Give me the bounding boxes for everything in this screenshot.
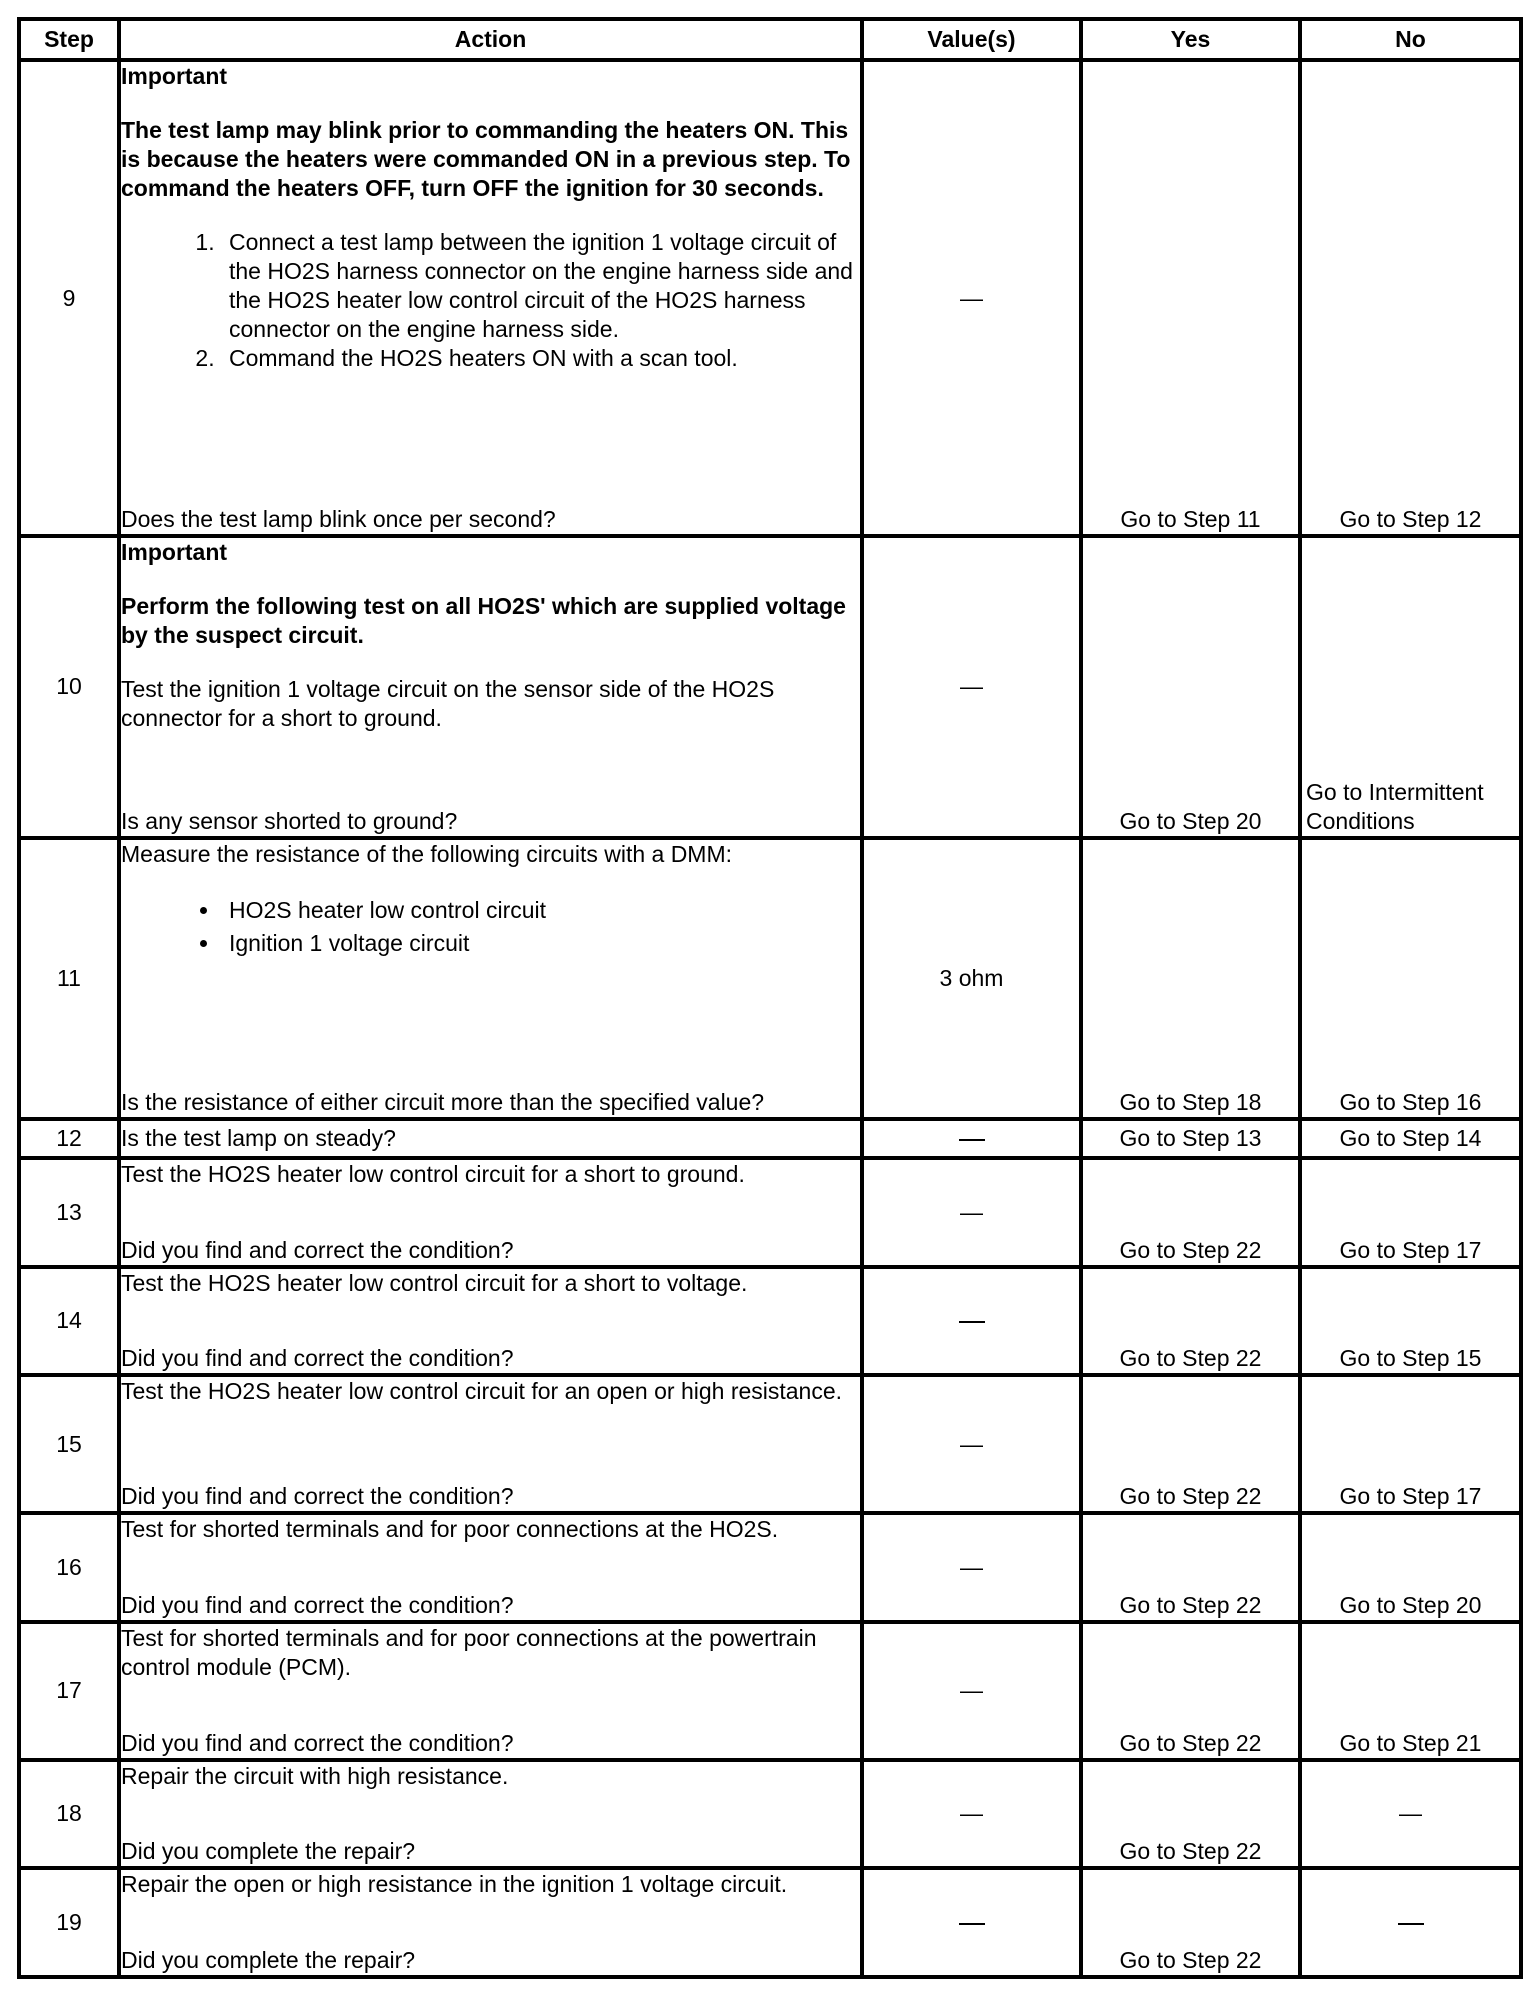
action-text: Measure the resistance of the following circuits with a DMM: — [121, 840, 733, 867]
step-number: 17 — [21, 1624, 117, 1758]
step-number: 16 — [21, 1515, 117, 1620]
value-cell: — — [864, 1762, 1079, 1867]
step-number: 10 — [21, 538, 117, 836]
action-cell — [121, 1515, 860, 1620]
action-text: Test the ignition 1 voltage circuit on the sensor side of the HO2S connector for a short to ground. — [121, 676, 775, 732]
dash-mark — [959, 1321, 985, 1323]
table-row — [21, 840, 1519, 1117]
circuit-item: • HO2S heater low control circuit — [221, 894, 860, 927]
value-cell: — — [864, 62, 1079, 534]
procedure-item: 2. Command the HO2S heaters ON with a scan tool. — [221, 344, 860, 373]
circuit-list — [121, 894, 860, 960]
step-number: 13 — [21, 1160, 117, 1265]
action-cell — [121, 1624, 860, 1758]
step-number: 9 — [21, 62, 117, 534]
action-cell — [121, 62, 860, 534]
question: Did you find and correct the condition? — [121, 1345, 514, 1372]
header-no: No — [1302, 21, 1519, 58]
action-cell — [121, 840, 860, 1117]
header-action: Action — [121, 21, 860, 58]
step-number: 12 — [21, 1121, 117, 1156]
question: Did you find and correct the condition? — [121, 1591, 514, 1618]
question: Is the resistance of either circuit more than the specified value? — [121, 1088, 765, 1115]
yes-cell: Go to Step 22 — [1083, 1377, 1298, 1511]
important-note: Perform the following test on all HO2S' which are supplied voltage by the suspect circuit. — [121, 593, 846, 649]
table-row — [21, 538, 1519, 836]
table-row — [21, 1269, 1519, 1374]
no-cell: — — [1302, 1762, 1519, 1867]
no-cell — [1302, 1870, 1519, 1975]
action-cell — [121, 538, 860, 836]
table-row — [21, 1870, 1519, 1975]
yes-cell: Go to Step 22 — [1083, 1160, 1298, 1265]
step-number: 18 — [21, 1762, 117, 1867]
value-cell — [864, 1121, 1079, 1156]
diagnostic-table — [17, 17, 1523, 1979]
question: Does the test lamp blink once per second? — [121, 506, 556, 533]
yes-cell: Go to Step 18 — [1083, 840, 1298, 1117]
action-text: Test for shorted terminals and for poor connections at the powertrain control module (PCM). — [121, 1624, 817, 1680]
action-cell — [121, 1160, 860, 1265]
step-number: 11 — [21, 840, 117, 1117]
no-cell: Go to Step 15 — [1302, 1269, 1519, 1374]
header-step: Step — [21, 21, 117, 58]
value-cell: — — [864, 1624, 1079, 1758]
no-cell: Go to Step 17 — [1302, 1160, 1519, 1265]
header-row — [21, 21, 1519, 58]
question: Is the test lamp on steady? — [121, 1124, 396, 1151]
yes-cell: Go to Step 20 — [1083, 538, 1298, 836]
action-text: Test the HO2S heater low control circuit for a short to voltage. — [121, 1269, 748, 1296]
action-cell — [121, 1377, 860, 1511]
value-cell: — — [864, 1377, 1079, 1511]
value-cell: 3 ohm — [864, 840, 1079, 1117]
question: Is any sensor shorted to ground? — [121, 807, 458, 834]
procedure-item: 1. Connect a test lamp between the ignition 1 voltage circuit of the HO2S harness connector on the engine harness side and the HO2S heater low control circuit of the HO2S harness connector on the engine harness side. — [221, 228, 860, 344]
value-cell: — — [864, 1160, 1079, 1265]
no-cell: Go to Intermittent Conditions — [1302, 538, 1519, 836]
header-yes: Yes — [1083, 21, 1298, 58]
dash-mark — [959, 1923, 985, 1925]
important-label: Important — [121, 539, 228, 566]
yes-cell: Go to Step 13 — [1083, 1121, 1298, 1156]
yes-cell: Go to Step 22 — [1083, 1762, 1298, 1867]
no-cell: Go to Step 17 — [1302, 1377, 1519, 1511]
action-text: Test the HO2S heater low control circuit for a short to ground. — [121, 1160, 745, 1187]
table-row — [21, 1624, 1519, 1758]
action-text: Repair the circuit with high resistance. — [121, 1762, 509, 1789]
value-cell: — — [864, 1515, 1079, 1620]
table-row — [21, 62, 1519, 534]
yes-cell: Go to Step 22 — [1083, 1515, 1298, 1620]
action-cell — [121, 1762, 860, 1867]
table-row — [21, 1762, 1519, 1867]
value-cell — [864, 1269, 1079, 1374]
no-cell: Go to Step 12 — [1302, 62, 1519, 534]
table-row — [21, 1121, 1519, 1156]
no-cell: Go to Step 16 — [1302, 840, 1519, 1117]
question: Did you find and correct the condition? — [121, 1236, 514, 1263]
question: Did you find and correct the condition? — [121, 1483, 514, 1510]
no-cell: Go to Step 20 — [1302, 1515, 1519, 1620]
action-text: Test the HO2S heater low control circuit for an open or high resistance. — [121, 1378, 843, 1405]
action-text: Test for shorted terminals and for poor connections at the HO2S. — [121, 1516, 779, 1543]
step-number: 15 — [21, 1377, 117, 1511]
value-cell — [864, 1870, 1079, 1975]
table-row — [21, 1160, 1519, 1265]
table-row — [21, 1377, 1519, 1511]
action-text: Repair the open or high resistance in the ignition 1 voltage circuit. — [121, 1871, 788, 1898]
important-note: The test lamp may blink prior to commanding the heaters ON. This is because the heaters were commanded ON in a previous step. To command the heaters OFF, turn OFF the ignition for 30 seconds. — [121, 117, 851, 201]
no-cell: Go to Step 14 — [1302, 1121, 1519, 1156]
action-cell — [121, 1269, 860, 1374]
action-cell — [121, 1870, 860, 1975]
value-cell: — — [864, 538, 1079, 836]
table-row — [21, 1515, 1519, 1620]
no-cell: Go to Step 21 — [1302, 1624, 1519, 1758]
yes-cell: Go to Step 11 — [1083, 62, 1298, 534]
step-number: 19 — [21, 1870, 117, 1975]
question: Did you find and correct the condition? — [121, 1729, 514, 1756]
important-label: Important — [121, 63, 228, 89]
action-cell — [121, 1121, 860, 1156]
dash-mark — [959, 1139, 985, 1141]
dash-mark — [1398, 1923, 1424, 1925]
yes-cell: Go to Step 22 — [1083, 1624, 1298, 1758]
yes-cell: Go to Step 22 — [1083, 1269, 1298, 1374]
header-values: Value(s) — [864, 21, 1079, 58]
question: Did you complete the repair? — [121, 1838, 416, 1865]
step-number: 14 — [21, 1269, 117, 1374]
procedure-list — [121, 228, 860, 373]
circuit-item: • Ignition 1 voltage circuit — [221, 927, 860, 960]
question: Did you complete the repair? — [121, 1947, 416, 1973]
yes-cell: Go to Step 22 — [1083, 1870, 1298, 1975]
